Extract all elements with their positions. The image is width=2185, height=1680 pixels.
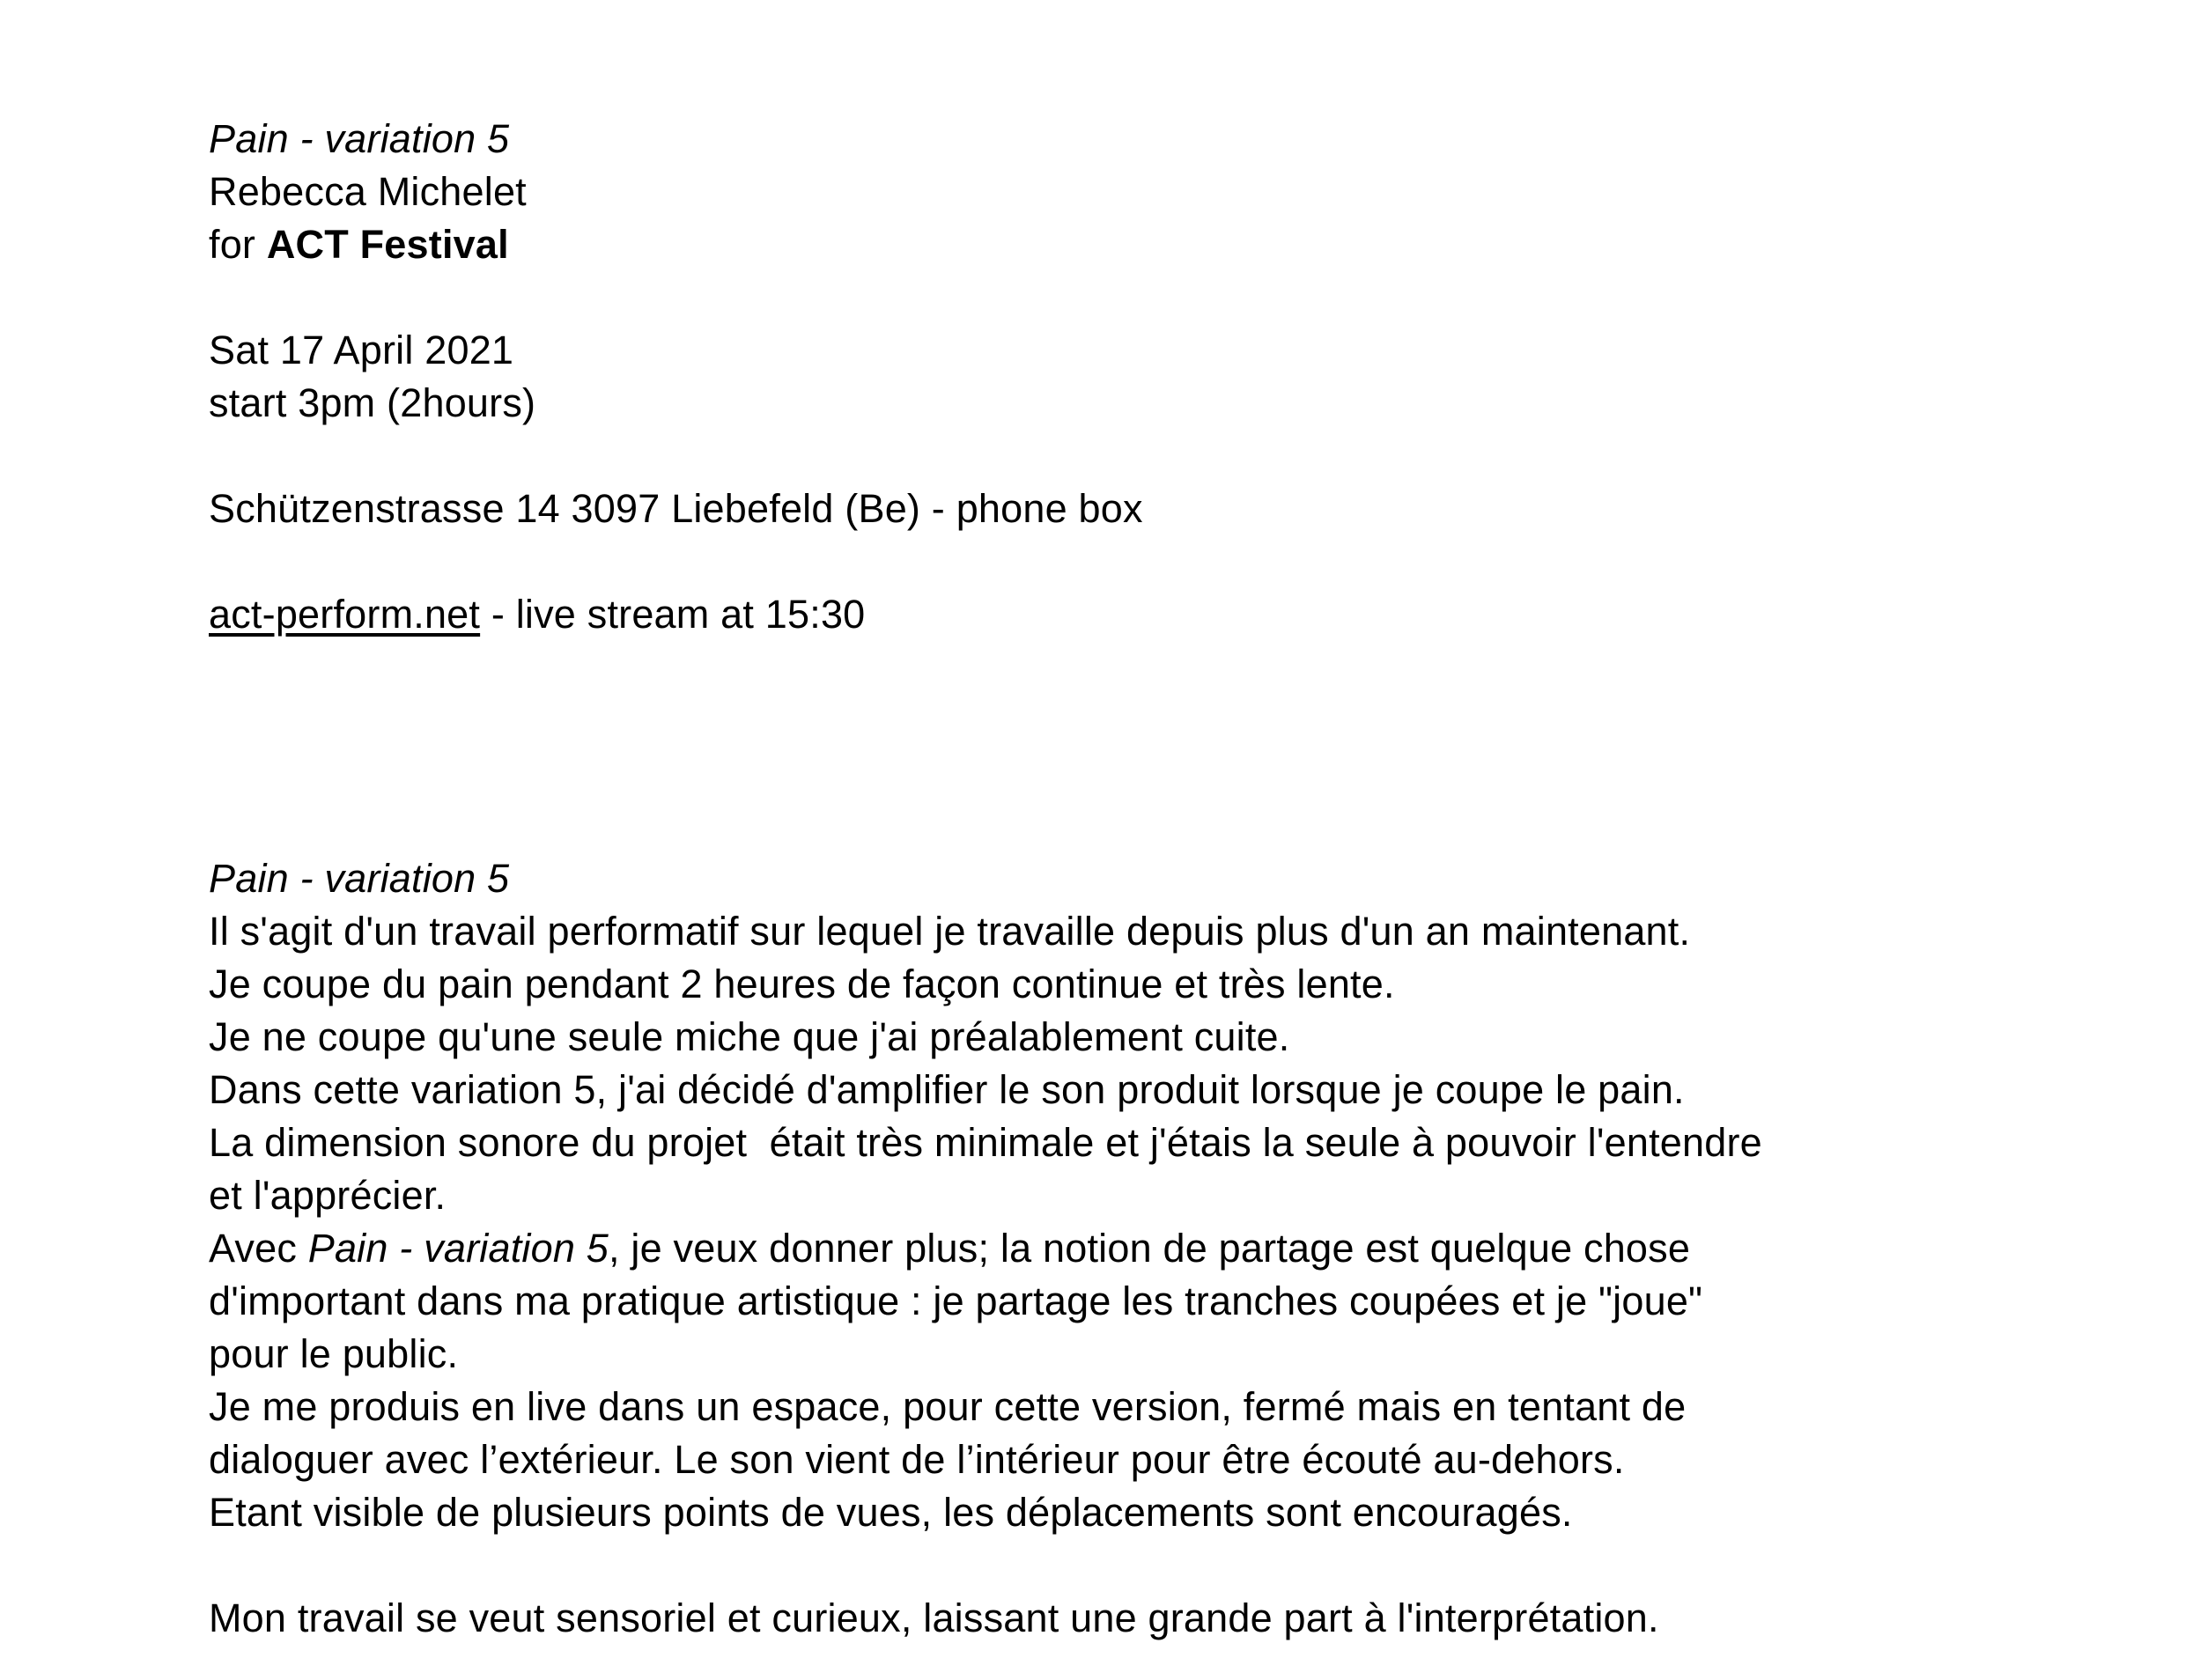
description-line: et l'apprécier.	[209, 1173, 447, 1218]
spacer	[209, 641, 2062, 852]
description-line: Il s'agit d'un travail performatif sur lequel je travaille depuis plus d'un an maintenant.	[209, 909, 1691, 954]
avec-prefix: Avec	[209, 1226, 308, 1271]
festival-name: ACT Festival	[266, 222, 509, 267]
spacer	[209, 271, 2062, 324]
festival-prefix: for	[209, 222, 267, 267]
description-line: Je ne coupe qu'une seule miche que j'ai préalablement cuite.	[209, 1014, 1290, 1059]
event-date: Sat 17 April 2021	[209, 328, 514, 372]
spacer	[209, 1539, 2062, 1592]
spacer	[209, 430, 2062, 483]
description-line: Dans cette variation 5, j'ai décidé d'amplifier le son produit lorsque je coupe le pain.	[209, 1067, 1685, 1112]
avec-suffix: , je veux donner plus; la notion de partage est quelque chose	[609, 1226, 1691, 1271]
avec-work-title: Pain - variation 5	[307, 1226, 609, 1271]
website-link[interactable]: act-perform.net	[209, 592, 481, 637]
description-line: Etant visible de plusieurs points de vues, les déplacements sont encouragés.	[209, 1490, 1573, 1535]
festival-line	[209, 218, 2062, 271]
description-line: pour le public.	[209, 1331, 459, 1376]
description-line: Je me produis en live dans un espace, pour cette version, fermé mais en tentant de	[209, 1384, 1687, 1429]
spacer	[209, 535, 2062, 588]
description-line: Je coupe du pain pendant 2 heures de façon continue et très lente.	[209, 962, 1395, 1006]
work-title: Pain - variation 5	[209, 116, 510, 161]
author-name: Rebecca Michelet	[209, 169, 527, 214]
stream-line	[209, 588, 2062, 641]
stream-info: - live stream at 15:30	[480, 592, 866, 637]
description-line: d'important dans ma pratique artistique : je partage les tranches coupées et je "joue"	[209, 1278, 1703, 1323]
event-time: start 3pm (2hours)	[209, 380, 536, 425]
event-location: Schützenstrasse 14 3097 Liebefeld (Be) - phone box	[209, 486, 1143, 531]
description-line: dialoguer avec l’extérieur. Le son vient de l’intérieur pour être écouté au-dehors.	[209, 1437, 1625, 1482]
description-title: Pain - variation 5	[209, 856, 510, 901]
avec-line	[209, 1222, 2062, 1275]
closing-line: Mon travail se veut sensoriel et curieux, laissant une grande part à l'interprétation.	[209, 1595, 1659, 1640]
description-line: La dimension sonore du projet était très minimale et j'étais la seule à pouvoir l'entendre	[209, 1120, 1762, 1165]
